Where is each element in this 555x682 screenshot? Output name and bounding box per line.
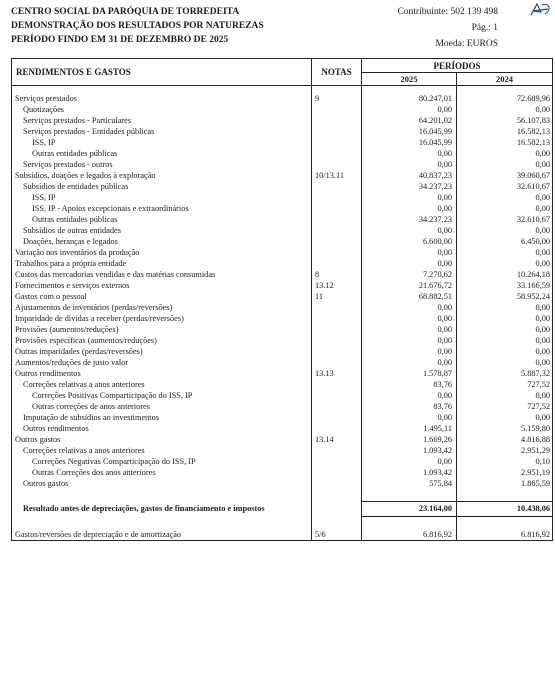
row-nota bbox=[312, 137, 362, 148]
row-value-2024: 0,00 bbox=[457, 412, 553, 423]
row-value-2024: 56.107,83 bbox=[457, 115, 553, 126]
row-nota bbox=[312, 313, 362, 324]
row-value-2025: 0,00 bbox=[362, 313, 457, 324]
table-row bbox=[12, 93, 553, 104]
column-header-year-2024: 2024 bbox=[457, 73, 553, 86]
row-label: ISS, IP - Apoios excepcionais e extraordinários bbox=[12, 203, 312, 214]
row-label: Imparidade de dívidas a receber (perdas/reversões) bbox=[12, 313, 312, 324]
row-value-2025: 0,00 bbox=[362, 192, 457, 203]
row-nota bbox=[312, 225, 362, 236]
row-value-2025: 0,00 bbox=[362, 203, 457, 214]
row-label: Outros gastos bbox=[12, 434, 312, 445]
row-value-2024: 6.450,00 bbox=[457, 236, 553, 247]
table-row bbox=[12, 467, 553, 478]
row-label: Gastos/reversões de depreciação e de amortização bbox=[12, 529, 312, 541]
handwritten-mark-icon bbox=[528, 2, 552, 18]
row-value-2025: 68.882,51 bbox=[362, 291, 457, 302]
row-value-2025: 0,00 bbox=[362, 390, 457, 401]
row-value-2024: 0,00 bbox=[457, 390, 553, 401]
row-value-2025: 0,00 bbox=[362, 302, 457, 313]
row-nota bbox=[312, 181, 362, 192]
row-nota bbox=[312, 357, 362, 368]
row-value-2025: 1.495,11 bbox=[362, 423, 457, 434]
row-label: Variação nos inventários da produção bbox=[12, 247, 312, 258]
row-nota: 13.13 bbox=[312, 368, 362, 379]
row-value-2025: 0,00 bbox=[362, 324, 457, 335]
row-value-2025: 80.247,01 bbox=[362, 93, 457, 104]
row-label: Outros rendimentos bbox=[12, 368, 312, 379]
row-nota bbox=[312, 502, 362, 517]
row-value-2025: 64.201,02 bbox=[362, 115, 457, 126]
row-value-2024: 0,00 bbox=[457, 247, 553, 258]
table-row bbox=[12, 335, 553, 346]
row-nota bbox=[312, 456, 362, 467]
table-row bbox=[12, 170, 553, 181]
row-value-2025: 0,00 bbox=[362, 456, 457, 467]
page-number: Pág.: 1 bbox=[471, 23, 498, 33]
row-value-2024: 2.951,29 bbox=[457, 445, 553, 456]
row-label: Gastos com o pessoal bbox=[12, 291, 312, 302]
row-value-2024: 10.264,18 bbox=[457, 269, 553, 280]
table-row bbox=[12, 115, 553, 126]
row-value-2024: 16.582,13 bbox=[457, 137, 553, 148]
table-row bbox=[12, 247, 553, 258]
row-value-2025: 23.164,00 bbox=[362, 502, 457, 517]
row-value-2025: 1.578,87 bbox=[362, 368, 457, 379]
row-label: Correções relativas a anos anteriores bbox=[12, 445, 312, 456]
row-label: Doações, heranças e legados bbox=[12, 236, 312, 247]
table-row bbox=[12, 214, 553, 225]
row-nota bbox=[312, 203, 362, 214]
contribuinte-number: Contribuinte: 502 139 498 bbox=[397, 7, 498, 17]
row-value-2025: 6.600,00 bbox=[362, 236, 457, 247]
row-label: Trabalhos para a própria entidade bbox=[12, 258, 312, 269]
row-label: Correções relativas a anos anteriores bbox=[12, 379, 312, 390]
row-nota: 10/13.11 bbox=[312, 170, 362, 181]
table-row bbox=[12, 302, 553, 313]
table-row bbox=[12, 159, 553, 170]
row-nota bbox=[312, 214, 362, 225]
row-label: Correções Positivas Comparticipação do ISS, IP bbox=[12, 390, 312, 401]
row-nota bbox=[312, 126, 362, 137]
row-label: Outras correções de anos anteriores bbox=[12, 401, 312, 412]
row-value-2024: 4.816,88 bbox=[457, 434, 553, 445]
row-nota bbox=[312, 478, 362, 489]
row-nota bbox=[312, 192, 362, 203]
row-nota bbox=[312, 346, 362, 357]
row-nota bbox=[312, 467, 362, 478]
row-value-2024: 1.865,59 bbox=[457, 478, 553, 489]
period-title: PERÍODO FINDO EM 31 DE DEZEMBRO DE 2025 bbox=[11, 35, 229, 45]
column-header-notas: NOTAS bbox=[312, 59, 362, 86]
row-value-2025: 1.093,42 bbox=[362, 467, 457, 478]
row-value-2024: 5.159,80 bbox=[457, 423, 553, 434]
table-row bbox=[12, 478, 553, 489]
org-name: CENTRO SOCIAL DA PARÓQUIA DE TORREDEITA bbox=[11, 7, 240, 17]
row-value-2024: 10.438,06 bbox=[457, 502, 553, 517]
table-row bbox=[12, 258, 553, 269]
currency-label: Moeda: EUROS bbox=[435, 39, 498, 49]
row-nota: 13.12 bbox=[312, 280, 362, 291]
table-row bbox=[12, 379, 553, 390]
row-nota bbox=[312, 159, 362, 170]
table-row bbox=[12, 390, 553, 401]
table-row bbox=[12, 313, 553, 324]
table-row bbox=[12, 346, 553, 357]
table-row bbox=[12, 126, 553, 137]
row-label: Serviços prestados - Particulares bbox=[12, 115, 312, 126]
row-nota bbox=[312, 115, 362, 126]
column-header-year-2025: 2025 bbox=[362, 73, 457, 86]
row-nota bbox=[312, 379, 362, 390]
row-label: Serviços prestados - outros bbox=[12, 159, 312, 170]
row-label: Correções Negativas Comparticipação do ISS, IP bbox=[12, 456, 312, 467]
row-nota bbox=[312, 412, 362, 423]
table-row bbox=[12, 181, 553, 192]
table-row bbox=[12, 192, 553, 203]
table-row bbox=[12, 291, 553, 302]
table-row bbox=[12, 357, 553, 368]
row-label: ISS, IP bbox=[12, 192, 312, 203]
row-value-2025: 0,00 bbox=[362, 159, 457, 170]
row-value-2025: 83,76 bbox=[362, 379, 457, 390]
row-value-2025: 40.837,23 bbox=[362, 170, 457, 181]
row-nota: 5/6 bbox=[312, 529, 362, 541]
row-nota: 8 bbox=[312, 269, 362, 280]
row-label: Custos das mercadorias vendidas e das matérias consumidas bbox=[12, 269, 312, 280]
row-value-2024: 32.610,67 bbox=[457, 214, 553, 225]
row-nota bbox=[312, 236, 362, 247]
row-label: Outras imparidades (perdas/reversões) bbox=[12, 346, 312, 357]
row-value-2024: 16.582,13 bbox=[457, 126, 553, 137]
row-nota: 13.14 bbox=[312, 434, 362, 445]
row-value-2024: 0,00 bbox=[457, 148, 553, 159]
row-value-2024: 0,00 bbox=[457, 357, 553, 368]
row-value-2024: 0,10 bbox=[457, 456, 553, 467]
row-nota: 11 bbox=[312, 291, 362, 302]
row-value-2024: 72.689,96 bbox=[457, 93, 553, 104]
row-label: Outros rendimentos bbox=[12, 423, 312, 434]
row-label: Quotizações bbox=[12, 104, 312, 115]
row-value-2025: 0,00 bbox=[362, 412, 457, 423]
statement-rows bbox=[12, 86, 553, 541]
row-value-2024: 0,00 bbox=[457, 225, 553, 236]
row-label: Outros gastos bbox=[12, 478, 312, 489]
row-value-2025: 0,00 bbox=[362, 357, 457, 368]
row-nota bbox=[312, 302, 362, 313]
row-value-2024: 0,00 bbox=[457, 324, 553, 335]
row-label: Ajustamentos de inventários (perdas/reversões) bbox=[12, 302, 312, 313]
row-value-2025: 7.270,62 bbox=[362, 269, 457, 280]
row-label: Provisões (aumentos/reduções) bbox=[12, 324, 312, 335]
row-label: Subsídios de entidades públicas bbox=[12, 181, 312, 192]
row-label: Provisões específicas (aumentos/reduções) bbox=[12, 335, 312, 346]
row-value-2024: 5.887,32 bbox=[457, 368, 553, 379]
row-value-2025: 34.237,23 bbox=[362, 214, 457, 225]
row-value-2024: 39.060,67 bbox=[457, 170, 553, 181]
row-value-2024: 58.952,24 bbox=[457, 291, 553, 302]
row-value-2025: 0,00 bbox=[362, 258, 457, 269]
row-label: Outras Correções dos anos anteriores bbox=[12, 467, 312, 478]
row-value-2024: 727,52 bbox=[457, 401, 553, 412]
row-value-2024: 6.816,92 bbox=[457, 529, 553, 541]
table-row bbox=[12, 236, 553, 247]
table-row bbox=[12, 456, 553, 467]
table-row bbox=[12, 324, 553, 335]
table-row bbox=[12, 148, 553, 159]
row-label: Resultado antes de depreciações, gastos de financiamento e impostos bbox=[12, 502, 312, 517]
row-label: ISS, IP bbox=[12, 137, 312, 148]
row-value-2024: 0,00 bbox=[457, 346, 553, 357]
column-header-periodos: PERÍODOS bbox=[362, 59, 553, 73]
row-value-2025: 83,76 bbox=[362, 401, 457, 412]
row-label: Outras entidades públicas bbox=[12, 148, 312, 159]
row-label: Subsídios, doações e legados à exploração bbox=[12, 170, 312, 181]
table-row bbox=[12, 434, 553, 445]
row-value-2024: 0,00 bbox=[457, 203, 553, 214]
row-label: Aumentos/reduções de justo valor bbox=[12, 357, 312, 368]
row-value-2024: 0,00 bbox=[457, 159, 553, 170]
row-nota bbox=[312, 445, 362, 456]
row-label: Outras entidades públicas bbox=[12, 214, 312, 225]
document-title: DEMONSTRAÇÃO DOS RESULTADOS POR NATUREZAS bbox=[11, 21, 264, 31]
row-value-2025: 0,00 bbox=[362, 148, 457, 159]
row-nota bbox=[312, 258, 362, 269]
table-row bbox=[12, 401, 553, 412]
table-row bbox=[12, 412, 553, 423]
table-row bbox=[12, 137, 553, 148]
row-value-2024: 0,00 bbox=[457, 313, 553, 324]
row-value-2024: 0,00 bbox=[457, 104, 553, 115]
row-nota bbox=[312, 423, 362, 434]
row-nota bbox=[312, 401, 362, 412]
row-value-2024: 0,00 bbox=[457, 302, 553, 313]
row-value-2025: 1.093,42 bbox=[362, 445, 457, 456]
table-row bbox=[12, 529, 553, 541]
row-label: Imputação de subsídios ao investimentos bbox=[12, 412, 312, 423]
row-label: Subsídios de outras entidades bbox=[12, 225, 312, 236]
table-row bbox=[12, 104, 553, 115]
total-row bbox=[12, 502, 553, 517]
spacer-row bbox=[12, 86, 553, 94]
row-value-2025: 16.045,99 bbox=[362, 126, 457, 137]
table-row bbox=[12, 280, 553, 291]
row-label: Serviços prestados - Entidades públicas bbox=[12, 126, 312, 137]
row-nota bbox=[312, 104, 362, 115]
table-row bbox=[12, 423, 553, 434]
row-value-2025: 6.816,92 bbox=[362, 529, 457, 541]
row-value-2025: 0,00 bbox=[362, 247, 457, 258]
row-nota bbox=[312, 390, 362, 401]
row-value-2025: 0,00 bbox=[362, 346, 457, 357]
row-value-2025: 16.045,99 bbox=[362, 137, 457, 148]
row-value-2024: 2.951,19 bbox=[457, 467, 553, 478]
table-row bbox=[12, 368, 553, 379]
row-value-2024: 0,00 bbox=[457, 335, 553, 346]
row-value-2025: 21.676,72 bbox=[362, 280, 457, 291]
row-value-2024: 727,52 bbox=[457, 379, 553, 390]
row-value-2024: 0,00 bbox=[457, 258, 553, 269]
row-value-2025: 0,00 bbox=[362, 335, 457, 346]
spacer-row bbox=[12, 489, 553, 502]
row-value-2025: 575,84 bbox=[362, 478, 457, 489]
row-nota bbox=[312, 335, 362, 346]
row-nota bbox=[312, 148, 362, 159]
table-row bbox=[12, 203, 553, 214]
row-value-2025: 0,00 bbox=[362, 104, 457, 115]
spacer-row bbox=[12, 517, 553, 530]
table-row bbox=[12, 225, 553, 236]
row-value-2024: 33.166,59 bbox=[457, 280, 553, 291]
row-value-2024: 0,00 bbox=[457, 192, 553, 203]
table-row bbox=[12, 269, 553, 280]
row-value-2025: 0,00 bbox=[362, 225, 457, 236]
row-label: Fornecimentos e serviços externos bbox=[12, 280, 312, 291]
row-label: Serviços prestados bbox=[12, 93, 312, 104]
column-header-label: RENDIMENTOS E GASTOS bbox=[12, 59, 312, 86]
income-statement-table bbox=[11, 58, 553, 541]
row-value-2025: 1.669,26 bbox=[362, 434, 457, 445]
row-nota bbox=[312, 324, 362, 335]
row-nota bbox=[312, 247, 362, 258]
row-nota: 9 bbox=[312, 93, 362, 104]
table-row bbox=[12, 445, 553, 456]
row-value-2025: 34.237,23 bbox=[362, 181, 457, 192]
row-value-2024: 32.610,67 bbox=[457, 181, 553, 192]
